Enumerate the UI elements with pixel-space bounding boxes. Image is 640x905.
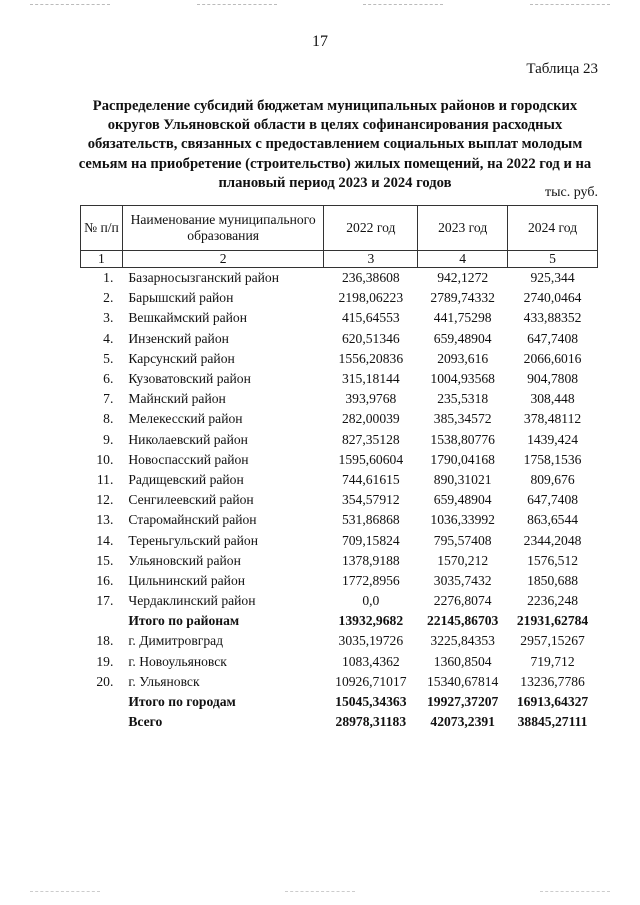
value-2022: 13932,9682 xyxy=(338,613,404,629)
municipality-name: Радищевский район xyxy=(128,471,244,487)
value-2023: 385,34572 xyxy=(433,411,492,427)
municipality-name: Базарносызганский район xyxy=(128,270,279,286)
value-2024: 2740,0464 xyxy=(523,290,582,306)
municipality-name: Николаевский район xyxy=(128,431,248,447)
value-2024: 308,448 xyxy=(530,391,575,407)
header-2024: 2024 год xyxy=(508,206,598,251)
value-2022: 0,0 xyxy=(362,593,380,609)
municipality-name: Ульяновский район xyxy=(128,552,241,568)
units-label: тыс. руб. xyxy=(545,185,598,200)
row-number: 12. xyxy=(96,492,114,508)
value-2024: 16913,64327 xyxy=(516,694,589,710)
municipality-name: г. Димитровград xyxy=(128,633,224,649)
row-number: 14. xyxy=(96,532,114,548)
value-2022: 531,86868 xyxy=(341,512,400,528)
value-2022: 1556,20836 xyxy=(338,350,404,366)
municipality-name: Всего xyxy=(128,714,163,730)
value-2023: 22145,86703 xyxy=(426,613,499,629)
document-title: Распределение субсидий бюджетам муниципальных районов и городских округов Ульяновской области в целях софинансирования расходных обязательств, связанных с предоставлением социальных выплат молодым семьям на приобретение (строительство) жилых помещений, на 2022 год и на плановый период 2023 и 2024 годов xyxy=(78,98,592,191)
municipality-name: Итого по городам xyxy=(128,694,236,710)
value-2023: 15340,67814 xyxy=(426,673,499,689)
row-number xyxy=(81,712,123,732)
row-number: 13. xyxy=(96,512,114,528)
table-row xyxy=(81,389,598,409)
value-2024: 433,88352 xyxy=(523,310,582,326)
value-2022: 282,00039 xyxy=(341,411,400,427)
table-row xyxy=(81,672,598,692)
scan-top-edge xyxy=(0,4,640,12)
value-2024: 21931,62784 xyxy=(516,613,589,629)
value-2022: 236,38608 xyxy=(341,270,400,286)
value-2023: 3035,7432 xyxy=(433,572,492,588)
table-row xyxy=(81,510,598,530)
value-2022: 415,64553 xyxy=(341,310,400,326)
table-row xyxy=(81,288,598,308)
value-2022: 28978,31183 xyxy=(335,714,407,730)
row-number: 15. xyxy=(96,552,114,568)
table-row xyxy=(81,530,598,550)
municipality-name: Старомайнский район xyxy=(128,512,257,528)
value-2022: 1772,8956 xyxy=(341,572,400,588)
row-number: 7. xyxy=(103,391,114,407)
table-body xyxy=(81,268,598,733)
value-2024: 378,48112 xyxy=(523,411,582,427)
municipality-name: Тереньгульский район xyxy=(128,532,259,548)
value-2022: 1378,9188 xyxy=(341,552,400,568)
row-number xyxy=(81,692,123,712)
value-2023: 3225,84353 xyxy=(430,633,495,649)
column-number: 3 xyxy=(324,251,418,268)
row-number: 6. xyxy=(103,371,114,387)
value-2022: 827,35128 xyxy=(341,431,400,447)
table-row xyxy=(81,450,598,470)
value-2024: 38845,27111 xyxy=(517,714,588,730)
column-number: 4 xyxy=(418,251,508,268)
value-2024: 2066,6016 xyxy=(523,350,582,366)
municipality-name: г. Новоульяновск xyxy=(128,653,227,669)
subsidy-table xyxy=(80,205,598,732)
column-numbers-row xyxy=(81,251,598,268)
municipality-name: Карсунский район xyxy=(128,350,235,366)
municipality-name: Кузоватовский район xyxy=(128,371,251,387)
value-2024: 2344,2048 xyxy=(523,532,582,548)
table-row xyxy=(81,470,598,490)
municipality-name: Барышский район xyxy=(128,290,234,306)
value-2023: 890,31021 xyxy=(433,471,492,487)
table-label: Таблица 23 xyxy=(526,61,598,77)
value-2023: 1004,93568 xyxy=(430,371,495,387)
municipality-name: Цильнинский район xyxy=(128,572,246,588)
row-number: 20. xyxy=(96,673,114,689)
value-2022: 620,51346 xyxy=(341,330,400,346)
municipality-name: Сенгилеевский район xyxy=(128,492,254,508)
header-municipality: Наименование муниципального образования xyxy=(122,206,324,251)
value-2024: 647,7408 xyxy=(527,330,579,346)
column-number: 2 xyxy=(122,251,324,268)
table-row xyxy=(81,349,598,369)
value-2023: 19927,37207 xyxy=(426,694,499,710)
table-row xyxy=(81,631,598,651)
column-number: 5 xyxy=(508,251,598,268)
value-2022: 354,57912 xyxy=(341,492,400,508)
value-2023: 2789,74332 xyxy=(430,290,495,306)
municipality-name: г. Ульяновск xyxy=(128,673,200,689)
value-2023: 795,57408 xyxy=(433,532,492,548)
municipality-name: Вешкаймский район xyxy=(128,310,247,326)
row-number: 9. xyxy=(103,431,114,447)
value-2023: 235,5318 xyxy=(437,391,489,407)
table-row xyxy=(81,308,598,328)
municipality-name: Мелекесский район xyxy=(128,411,243,427)
header-2023: 2023 год xyxy=(418,206,508,251)
row-number: 17. xyxy=(96,593,114,609)
table-total-row xyxy=(81,611,598,631)
value-2023: 1570,212 xyxy=(437,552,489,568)
municipality-name: Чердаклинский район xyxy=(128,593,256,609)
municipality-name: Итого по районам xyxy=(128,613,240,629)
value-2023: 659,48904 xyxy=(433,492,492,508)
row-number: 8. xyxy=(103,411,114,427)
value-2022: 744,61615 xyxy=(341,471,400,487)
value-2024: 904,7808 xyxy=(527,371,579,387)
value-2024: 809,676 xyxy=(530,471,575,487)
value-2022: 1083,4362 xyxy=(341,653,400,669)
row-number: 19. xyxy=(96,653,114,669)
value-2023: 1538,80776 xyxy=(430,431,495,447)
table-row xyxy=(81,490,598,510)
table-row xyxy=(81,430,598,450)
value-2023: 1036,33992 xyxy=(430,512,495,528)
row-number: 1. xyxy=(103,270,114,286)
municipality-name: Инзенский район xyxy=(128,330,229,346)
table-row xyxy=(81,591,598,611)
row-number: 5. xyxy=(103,350,114,366)
table-total-row xyxy=(81,692,598,712)
row-number: 2. xyxy=(103,290,114,306)
row-number: 18. xyxy=(96,633,114,649)
value-2023: 1790,04168 xyxy=(430,451,495,467)
value-2024: 647,7408 xyxy=(527,492,579,508)
row-number: 16. xyxy=(96,572,114,588)
row-number xyxy=(81,611,123,631)
municipality-name: Майнский район xyxy=(128,391,226,407)
value-2023: 2276,8074 xyxy=(433,593,492,609)
page-number: 17 xyxy=(312,33,328,50)
value-2022: 315,18144 xyxy=(341,371,400,387)
row-number: 4. xyxy=(103,330,114,346)
row-number: 3. xyxy=(103,310,114,326)
column-number: 1 xyxy=(81,251,123,268)
table-row xyxy=(81,268,598,289)
value-2024: 2957,15267 xyxy=(520,633,585,649)
table-row xyxy=(81,551,598,571)
header-2022: 2022 год xyxy=(324,206,418,251)
value-2023: 441,75298 xyxy=(433,310,492,326)
row-number: 11. xyxy=(96,471,114,487)
value-2024: 13236,7786 xyxy=(520,673,585,689)
value-2024: 2236,248 xyxy=(527,593,579,609)
table-header-row xyxy=(81,206,598,251)
value-2024: 1576,512 xyxy=(527,552,579,568)
value-2023: 42073,2391 xyxy=(430,714,495,730)
table-total-row xyxy=(81,712,598,732)
value-2024: 1758,1536 xyxy=(523,451,582,467)
table-row xyxy=(81,409,598,429)
value-2024: 1439,424 xyxy=(527,431,579,447)
value-2022: 10926,71017 xyxy=(335,673,407,689)
value-2024: 719,712 xyxy=(530,653,575,669)
value-2022: 393,9768 xyxy=(345,391,397,407)
value-2022: 709,15824 xyxy=(341,532,400,548)
table-row xyxy=(81,652,598,672)
value-2023: 2093,616 xyxy=(437,350,489,366)
scan-bottom-edge xyxy=(0,891,640,899)
value-2024: 1850,688 xyxy=(527,572,579,588)
value-2023: 942,1272 xyxy=(437,270,489,286)
value-2024: 925,344 xyxy=(530,270,575,286)
table-row xyxy=(81,329,598,349)
table-row xyxy=(81,369,598,389)
value-2022: 15045,34363 xyxy=(335,694,407,710)
value-2024: 863,6544 xyxy=(527,512,579,528)
value-2023: 659,48904 xyxy=(433,330,492,346)
table-row xyxy=(81,571,598,591)
value-2022: 1595,60604 xyxy=(338,451,404,467)
value-2023: 1360,8504 xyxy=(433,653,492,669)
row-number: 10. xyxy=(96,451,114,467)
value-2022: 3035,19726 xyxy=(338,633,404,649)
value-2022: 2198,06223 xyxy=(338,290,404,306)
municipality-name: Новоспасский район xyxy=(128,451,249,467)
header-number: № п/п xyxy=(81,206,123,251)
